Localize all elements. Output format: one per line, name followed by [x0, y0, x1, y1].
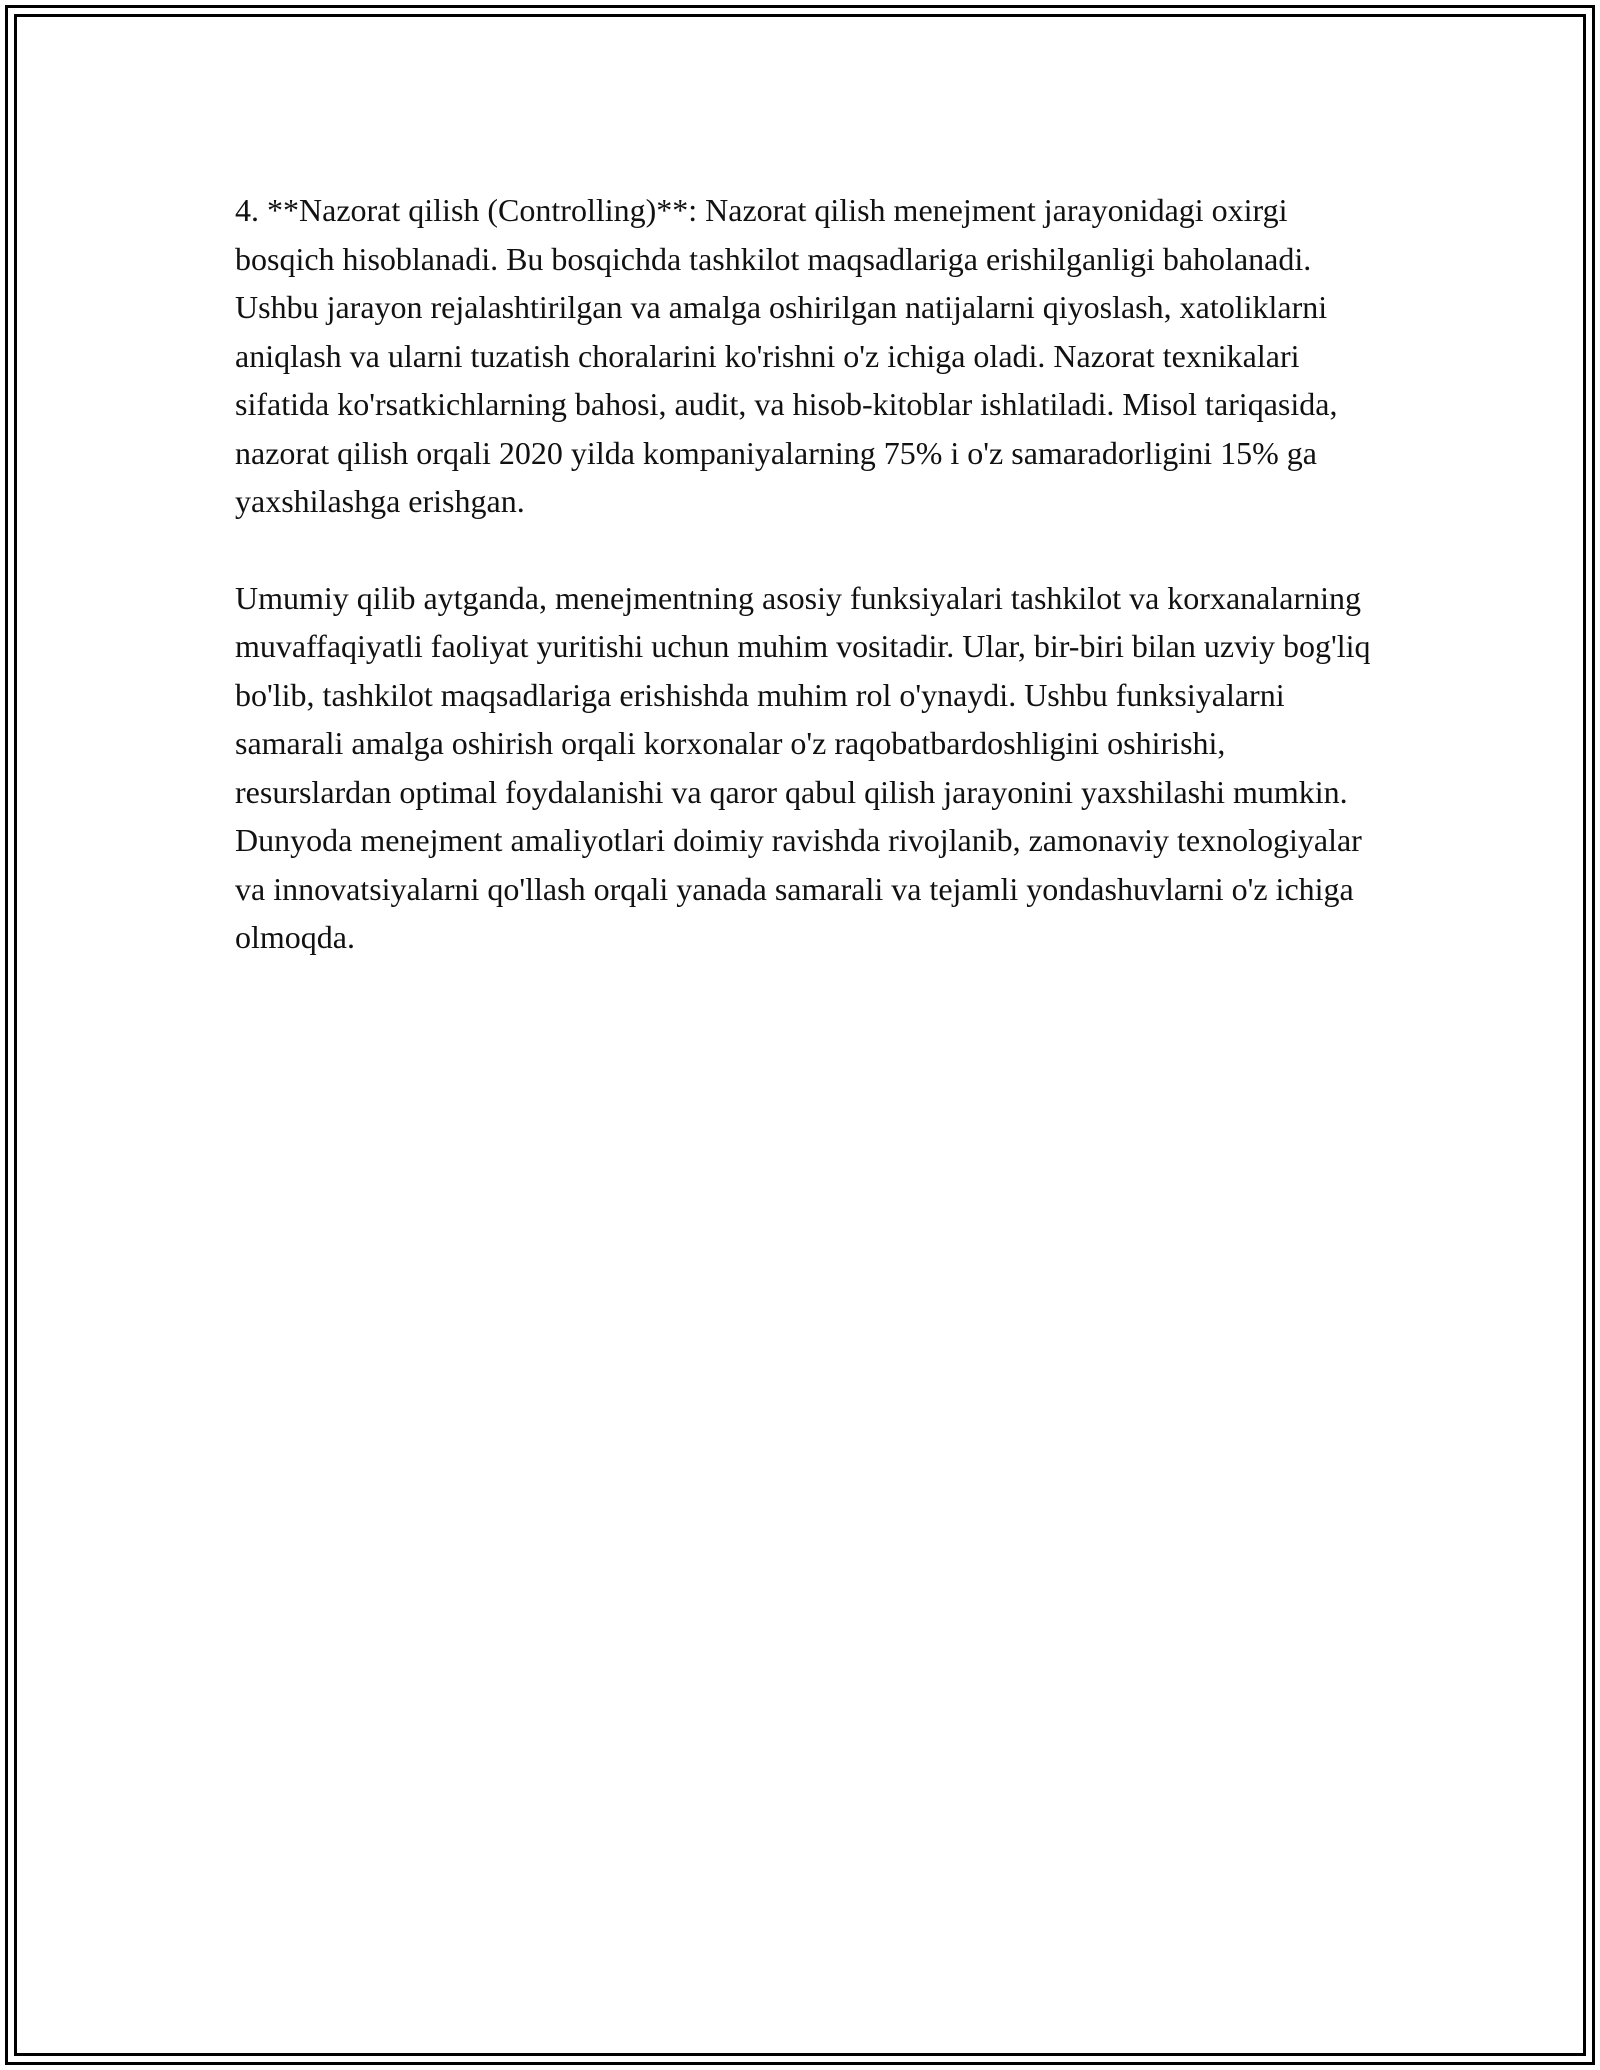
paragraph-controlling: 4. **Nazorat qilish (Controlling)**: Nazorat qilish menejment jarayonidagi oxirgi bosqich hisoblanadi. Bu bosqichda tashkilot maqsadlariga erishilganligi baholanadi. Ushbu jarayon rejalashtirilgan va amalga oshirilgan natijalarni qiyoslash, xatoliklarni aniqlash va ularni tuzatish choralarini ko'rishni o'z ichiga oladi. Nazorat texnikalari sifatida ko'rsatkichlarning bahosi, audit, va hisob-kitoblar ishlatiladi. Misol tariqasida, nazorat qilish orqali 2020 yilda kompaniyalarning 75% i o'z samaradorligini 15% ga yaxshilashga erishgan.: [235, 192, 1338, 519]
document-body: [235, 186, 1375, 1010]
paragraph-conclusion: Umumiy qilib aytganda, menejmentning asosiy funksiyalari tashkilot va korxanalarning muvaffaqiyatli faoliyat yuritishi uchun muhim vositadir. Ular, bir-biri bilan uzviy bog'liq bo'lib, tashkilot maqsadlariga erishishda muhim rol o'ynaydi. Ushbu funksiyalarni samarali amalga oshirish orqali korxonalar o'z raqobatbardoshligini oshirishi, resurslardan optimal foydalanishi va qaror qabul qilish jarayonini yaxshilashi mumkin. Dunyoda menejment amaliyotlari doimiy ravishda rivojlanib, zamonaviy texnologiyalar va innovatsiyalarni qo'llash orqali yanada samarali va tejamli yondashuvlarni o'z ichiga olmoqda.: [235, 579, 1371, 955]
